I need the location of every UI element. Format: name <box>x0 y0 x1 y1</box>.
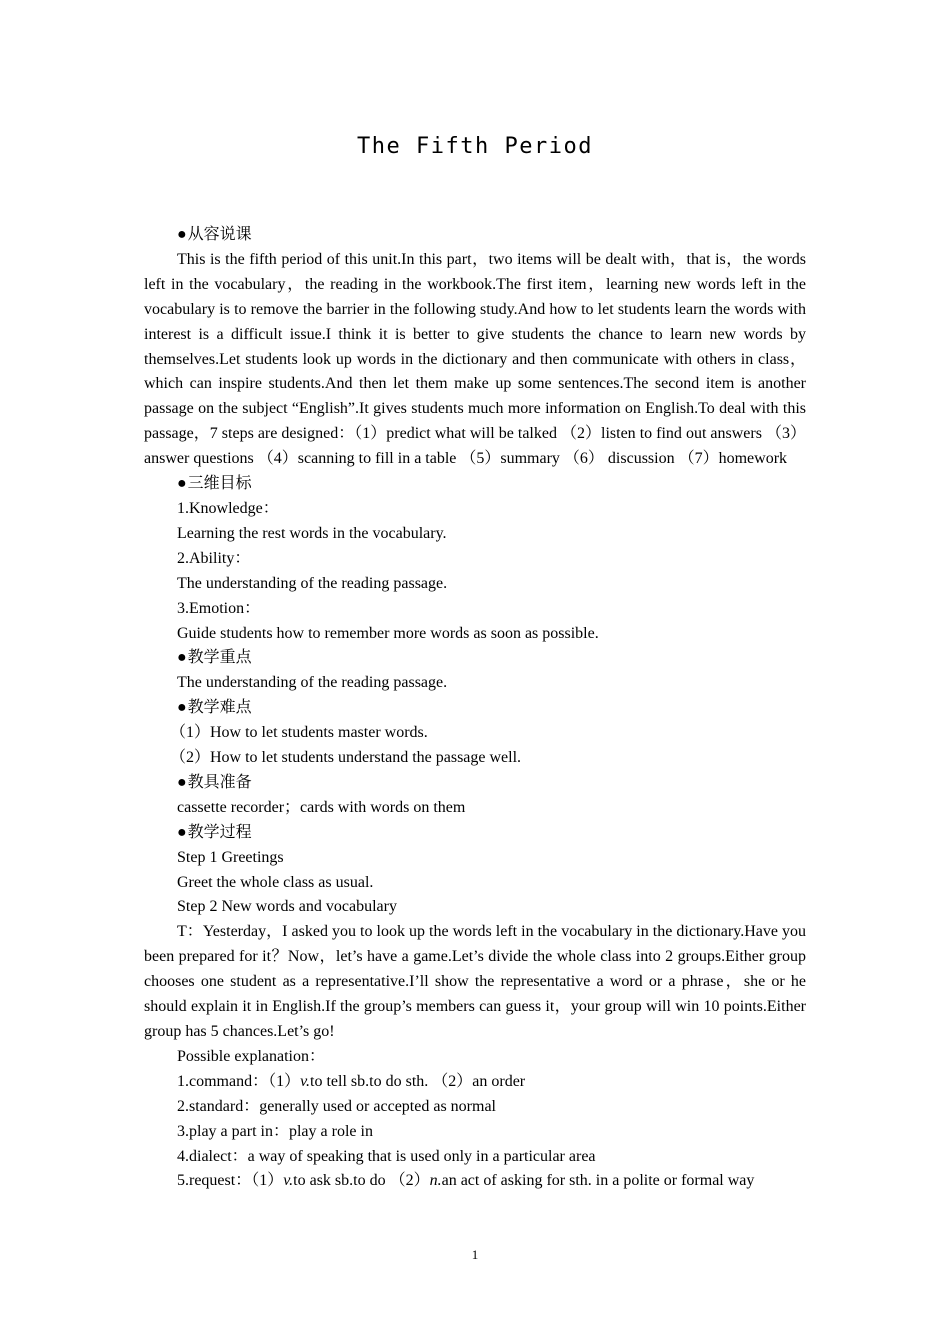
step2-paragraph: T：Yesterday，I asked you to look up the words left in the vocabulary in the dictionary.Have you been prepared for it？Now，let’s have a game.Let’s divide the whole class into 2 groups.Either group chooses one student as a representative.I’ll show the representative a word or a phrase，she or he should explain it in English.If the group’s members can guess it，your group will win 10 points.Either group has 5 chances.Let’s go! <box>144 923 806 1040</box>
step-text: Greet the whole class as usual. <box>177 873 374 891</box>
key-point-text: The understanding of the reading passage. <box>177 674 448 692</box>
explanation-item: 1.command：（1）v.to tell sb.to do sth. （2）an order <box>177 1072 526 1090</box>
bullet-icon: ● <box>177 649 187 667</box>
explanation-item: 3.play a part in：play a role in <box>177 1122 373 1140</box>
section-heading-goals: ●三维目标 <box>177 475 252 493</box>
goal-line: 1.Knowledge： <box>177 499 279 517</box>
goal-line: 3.Emotion： <box>177 599 261 617</box>
intro-paragraph: This is the fifth period of this unit.In this part，two items will be dealt with，that is，the words left in the vocabulary，the reading in the workbook.The first item，learning new words left in the vocabulary is to remove the barrier in the following study.And how to let students learn the words with interest is a difficult issue.I think it is better to give students the chance to learn new words by themselves.Let students look up words in the dictionary and then communicate with others in class，which can inspire students.And then let them make up some sentences.The second item is another passage on the subject “English”.It gives students much more information on English.To deal with this passage，7 steps are designed：（1）predict what will be talked （2）listen to find out answers （3）answer questions （4）scanning to fill in a table （5）summary （6） discussion （7）homework <box>144 250 806 468</box>
page-number: 1 <box>471 1247 479 1262</box>
difficulty-line: （1）How to let students master words. <box>170 724 428 742</box>
page-title: The Fifth Period <box>357 134 593 159</box>
goal-line: Guide students how to remember more words as soon as possible. <box>177 624 599 642</box>
goal-line: The understanding of the reading passage. <box>177 574 448 592</box>
section-heading-difficulties: ●教学难点 <box>177 699 252 717</box>
step-heading: Step 2 New words and vocabulary <box>177 898 397 916</box>
possible-explanation-label: Possible explanation： <box>177 1047 325 1065</box>
section-heading-intro: ●从容说课 <box>177 226 252 243</box>
explanation-item: 5.request：（1）v.to ask sb.to do （2）n.an act of asking for sth. in a polite or formal way <box>177 1172 755 1190</box>
bullet-icon: ● <box>177 823 187 841</box>
section-heading-process: ●教学过程 <box>177 823 252 841</box>
goal-line: Learning the rest words in the vocabulary. <box>177 524 447 542</box>
section-heading-tools: ●教具准备 <box>177 773 252 791</box>
goal-line: 2.Ability： <box>177 549 251 567</box>
explanation-item: 4.dialect：a way of speaking that is used only in a particular area <box>177 1147 596 1165</box>
bullet-icon: ● <box>177 226 187 243</box>
explanation-item: 2.standard：generally used or accepted as normal <box>177 1097 496 1115</box>
step-heading: Step 1 Greetings <box>177 848 284 866</box>
bullet-icon: ● <box>177 699 187 717</box>
bullet-icon: ● <box>177 475 187 493</box>
difficulty-line: （2）How to let students understand the passage well. <box>170 749 522 767</box>
tools-text: cassette recorder；cards with words on them <box>177 798 466 816</box>
section-heading-key-points: ●教学重点 <box>177 649 252 667</box>
bullet-icon: ● <box>177 773 187 791</box>
document-body <box>144 223 806 1194</box>
